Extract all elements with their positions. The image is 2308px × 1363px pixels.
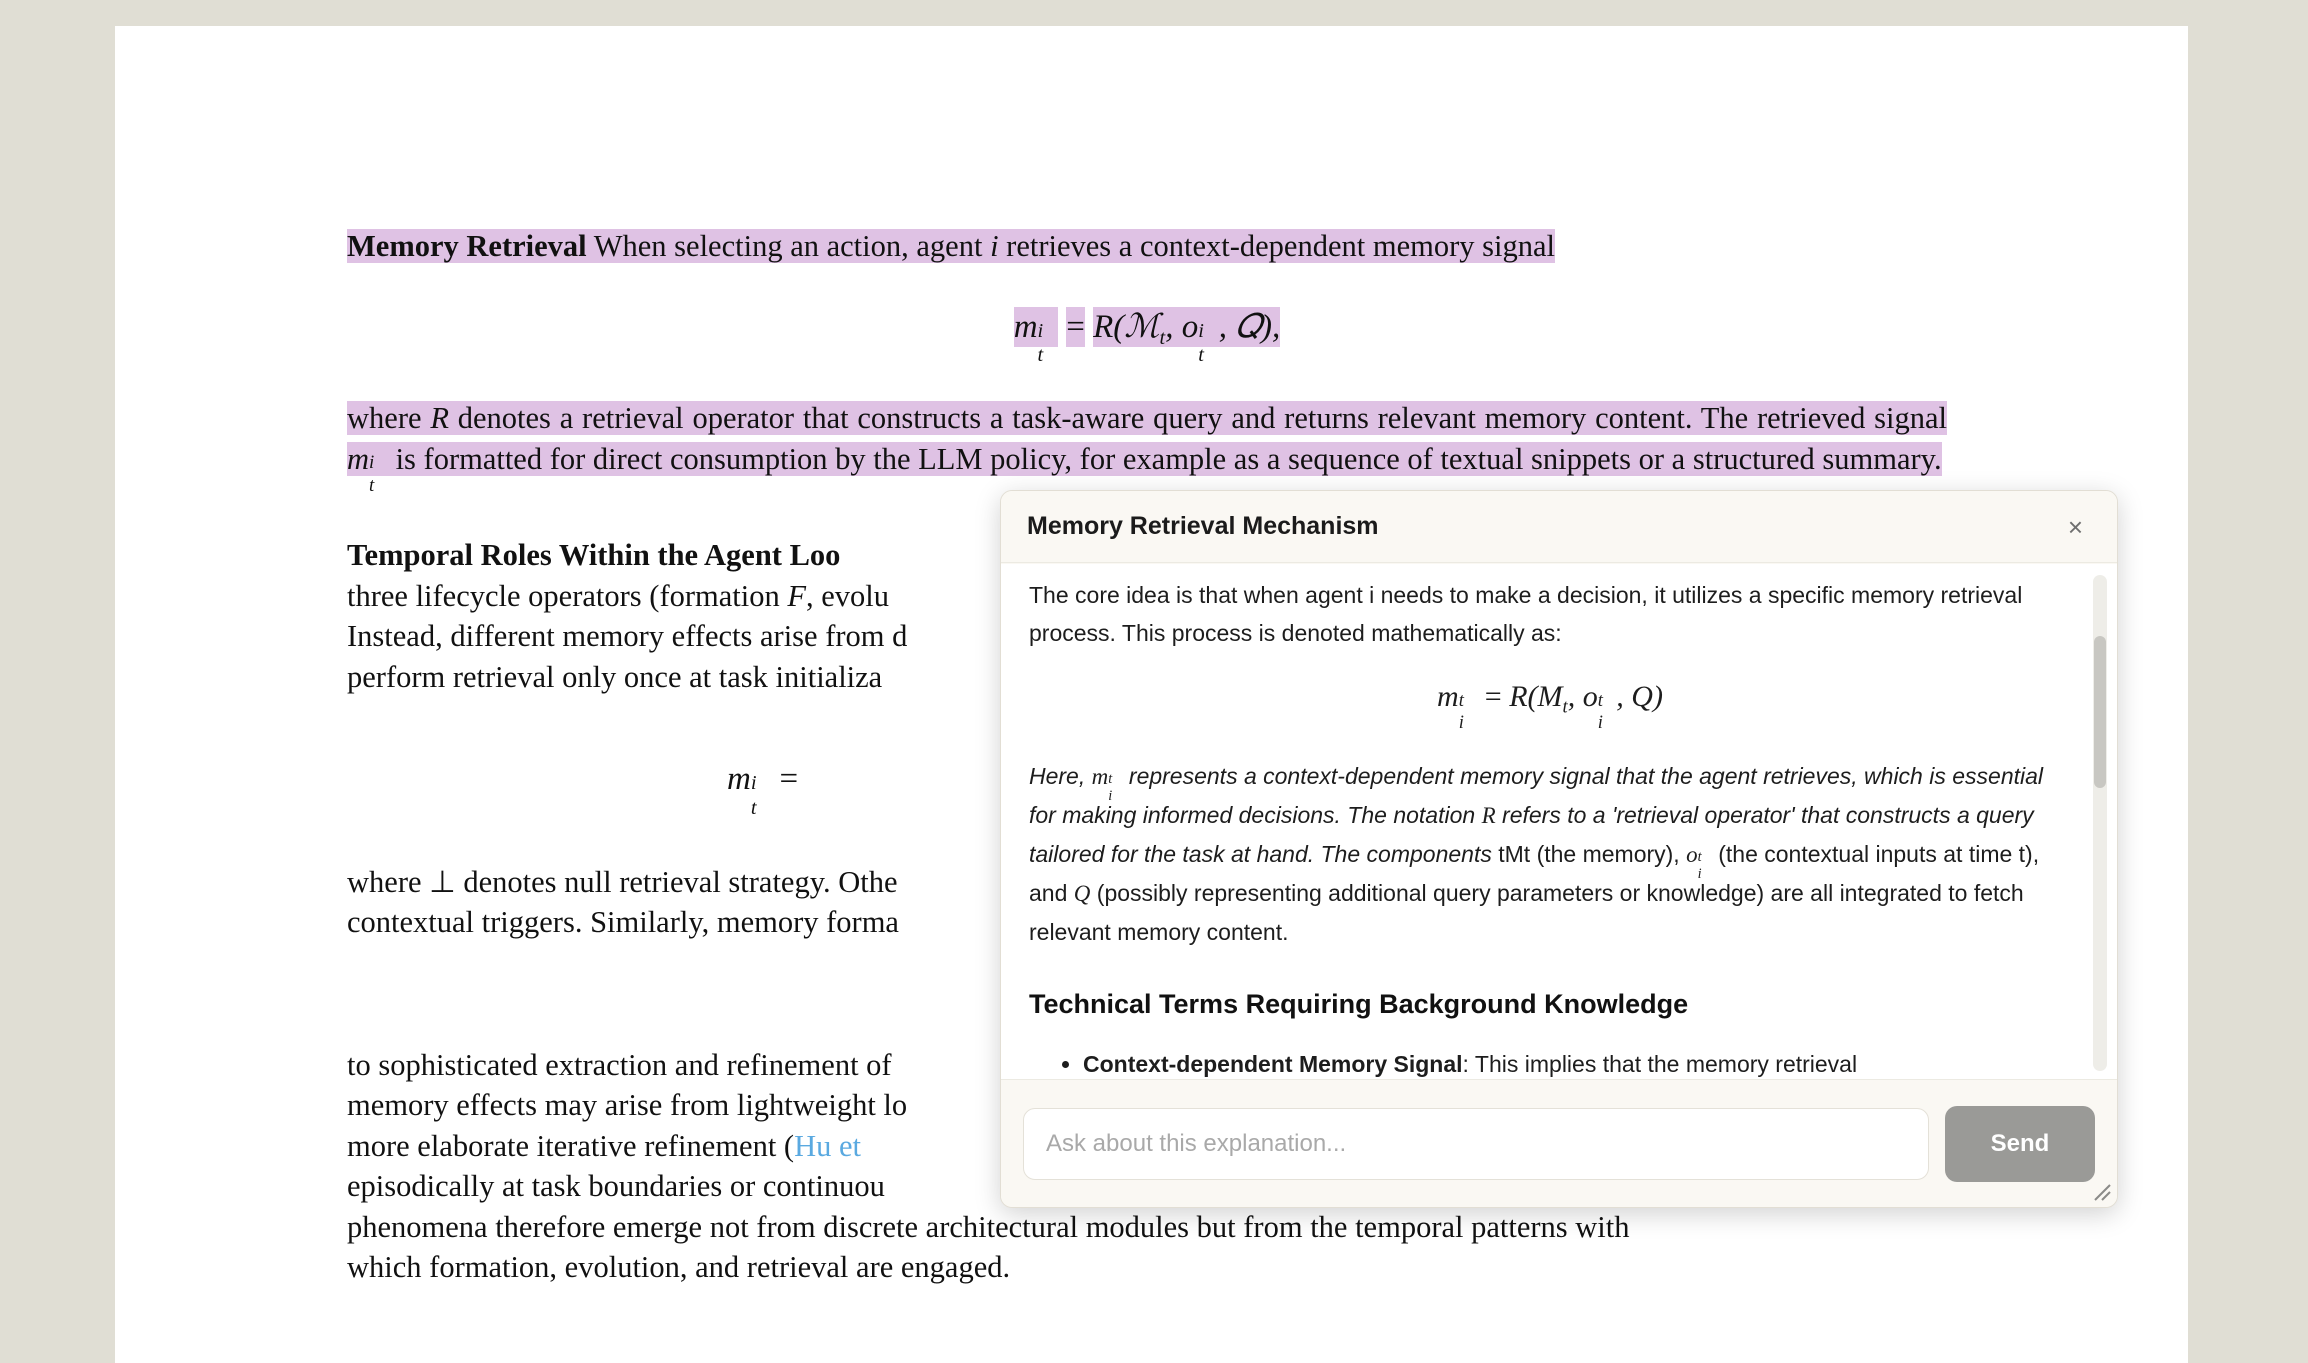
- explain-R-symbol: R: [1481, 802, 1496, 828]
- where-r-part3: is formatted for direct consumption by the LLM policy, for example as a sequence of textual snippets or a structured summary.: [387, 441, 1942, 476]
- refinement-line-3: more elaborate iterative refinement (: [347, 1128, 795, 1163]
- modal-equation: [1029, 678, 2071, 733]
- memory-retrieval-line-tail: retrieves a context-dependent memory signal: [998, 229, 1555, 263]
- close-icon[interactable]: ×: [2067, 511, 2083, 542]
- explain-e: (the contextual inputs at time t), and: [1029, 840, 2040, 906]
- where-r-symbol: R: [430, 401, 449, 436]
- eq1-lhs: m i t: [1014, 307, 1058, 347]
- where-r-part2: denotes a retrieval operator that constructs a task-aware query and returns relevant memory content. The retrieved signal: [448, 401, 1947, 436]
- scrollbar-thumb[interactable]: [2094, 636, 2106, 788]
- explain-a: Here,: [1029, 762, 1092, 789]
- where-r-part1: where: [347, 401, 431, 436]
- modal-body: [1001, 564, 2117, 1079]
- eq1-space-a: [1058, 309, 1066, 345]
- memory-retrieval-paragraph: [347, 226, 1947, 267]
- where-perp-line-2: contextual triggers. Similarly, memory forma: [347, 905, 899, 940]
- where-r-paragraph: [347, 398, 1947, 496]
- spacer-1: [347, 267, 1947, 307]
- equation-retrieval-main: [347, 307, 1947, 367]
- refinement-line-1: to sophisticated extraction and refinement of: [347, 1047, 892, 1082]
- refinement-line-6: which formation, evolution, and retrieval are engaged.: [347, 1250, 1011, 1285]
- bullet-term: Context-dependent Memory Signal: [1083, 1050, 1463, 1077]
- eq1-rhs-open: R(ℳ$_t$, o i t , 𝑄),: [1093, 308, 1281, 367]
- explanation-modal: [1000, 490, 2118, 1208]
- refinement-line-5: phenomena therefore emerge not from discrete architectural modules but from the temporal patterns with: [347, 1209, 1630, 1244]
- modal-header: [1001, 491, 2117, 563]
- explain-b: represents a context-dependent memory signal that the agent retrieves, which is essential for making informed decisions. The notation: [1029, 762, 2044, 828]
- modal-eq-lhs: m t i: [1437, 680, 1464, 733]
- temporal-roles-heading: Temporal Roles Within the Agent Loo: [347, 538, 841, 573]
- send-button[interactable]: Send: [1945, 1106, 2095, 1182]
- eq1-space-b: [1085, 309, 1093, 345]
- where-r-m-symbol: m i t: [347, 442, 388, 476]
- memory-retrieval-label: Memory Retrieval: [347, 229, 587, 263]
- spacer-2: [347, 358, 1947, 398]
- explain-f: (possibly representing additional query parameters or knowledge) are all integrated to fetch relevant memory content.: [1029, 879, 2024, 945]
- modal-eq-rhs: $R(M_t$, o t i , Q): [1509, 680, 1663, 733]
- explain-c: refers to a 'retrieval operator' that constructs a query tailored for the task at hand. The components: [1029, 801, 2034, 867]
- eq1-equals: =: [1066, 308, 1085, 345]
- explain-Q-symbol: Q: [1073, 880, 1091, 906]
- citation-link-hu[interactable]: Hu et: [794, 1128, 862, 1163]
- bullet-text: : This implies that the memory retrieval: [1462, 1050, 1858, 1077]
- modal-eq-equals: =: [1484, 680, 1502, 713]
- modal-section-heading: Technical Terms Requiring Background Knowledge: [1029, 988, 1689, 1019]
- modal-scroll-content[interactable]: [1001, 564, 2117, 1079]
- temporal-roles-line-2: Instead, different memory effects arise from d: [347, 619, 908, 654]
- explain-d: tMt (the memory),: [1498, 840, 1687, 867]
- where-perp-line-1: where ⊥ denotes null retrieval strategy. Othe: [347, 864, 898, 899]
- modal-intro-paragraph: The core idea is that when agent i needs to make a decision, it utilizes a specific memory retrieval process. This process is denoted mathematically as:: [1029, 582, 2023, 646]
- temporal-roles-line-1: three lifecycle operators (formation: [347, 578, 788, 613]
- modal-explanation-paragraph: [1029, 757, 2071, 951]
- agent-index-var: i: [990, 229, 999, 263]
- explain-o-symbol: o t i: [1686, 841, 1702, 883]
- modal-footer: [1001, 1079, 2117, 1207]
- formation-operator-symbol: F: [787, 578, 806, 613]
- temporal-roles-line-1b: , evolu: [805, 578, 889, 613]
- modal-bullet-list: [1029, 1045, 2071, 1080]
- list-item: [1083, 1045, 2071, 1080]
- eq2-lhs: m i t: [727, 761, 757, 819]
- refinement-line-2: memory effects may arise from lightweight lo: [347, 1088, 908, 1123]
- temporal-roles-line-3: perform retrieval only once at task initializa: [347, 659, 883, 694]
- ask-input[interactable]: [1023, 1108, 1929, 1180]
- eq2-equals: =: [779, 761, 799, 798]
- memory-retrieval-line-text: When selecting an action, agent: [586, 229, 991, 263]
- explain-m-symbol: m t i: [1091, 763, 1113, 805]
- refinement-line-4: episodically at task boundaries or continuou: [347, 1169, 885, 1204]
- resize-handle-icon[interactable]: [2089, 1179, 2111, 1201]
- modal-title: Memory Retrieval Mechanism: [1027, 512, 1379, 540]
